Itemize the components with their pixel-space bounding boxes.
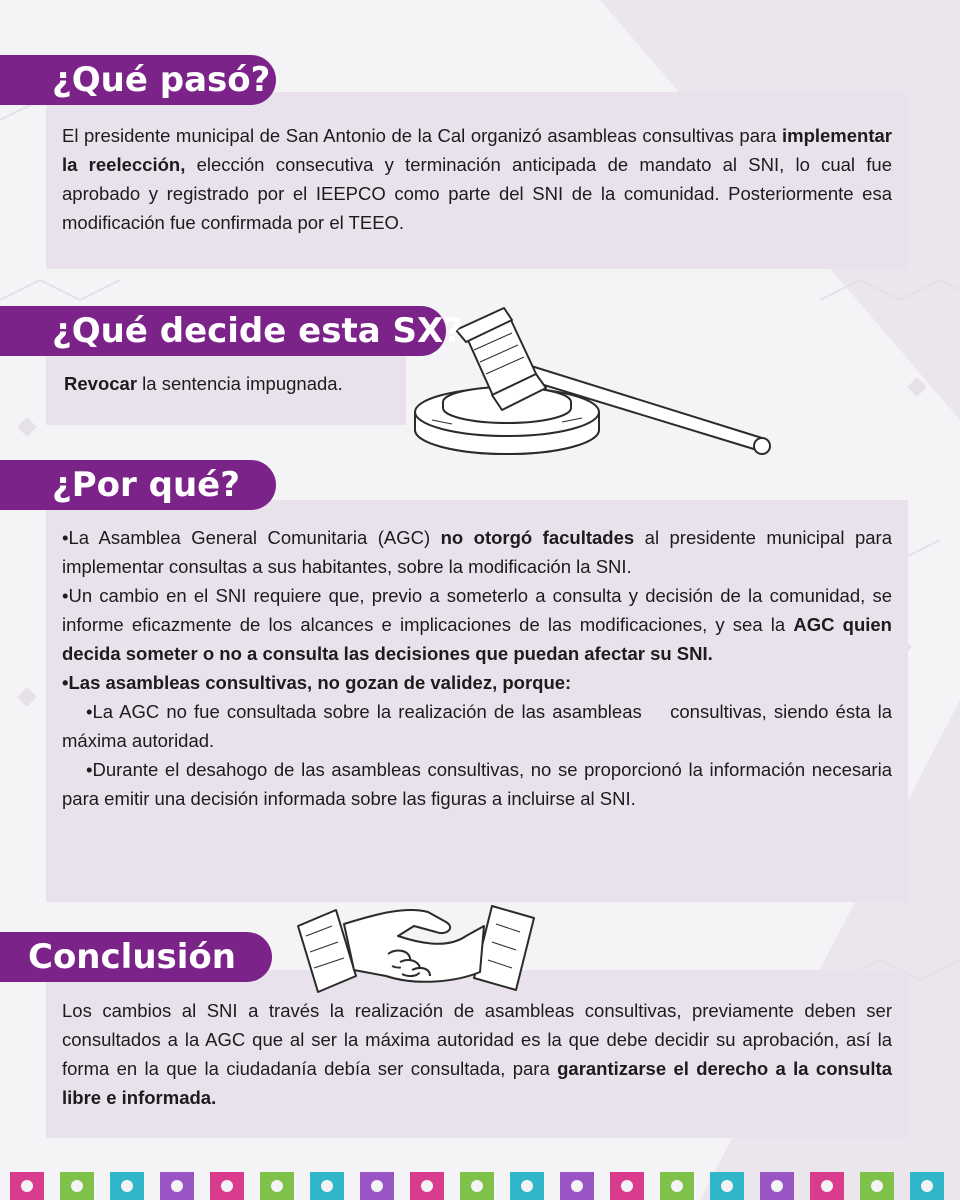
papel-picado-cutout	[621, 1180, 633, 1192]
que-decide-text: Revocar la sentencia impugnada.	[64, 373, 343, 394]
papel-picado-cutout	[221, 1180, 233, 1192]
papel-picado-cutout	[371, 1180, 383, 1192]
reason-sub-bullet-2: •Durante el desahogo de las asambleas consultivas, no se proporcionó la información necesaria para emitir una decisión informada sobre las figuras a incluirse al SNI.	[62, 759, 892, 809]
section-title-que-decide: ¿Qué decide esta SX?	[0, 306, 446, 356]
section-title-que-paso: ¿Qué pasó?	[0, 55, 276, 105]
papel-picado-cutout	[171, 1180, 183, 1192]
papel-picado-cutout	[721, 1180, 733, 1192]
section-panel-por-que	[46, 500, 908, 902]
papel-picado-cutout	[671, 1180, 683, 1192]
papel-picado-cutout	[871, 1180, 883, 1192]
papel-picado-cutout	[921, 1180, 933, 1192]
papel-picado-cutout	[821, 1180, 833, 1192]
conclusion-paragraph: Los cambios al SNI a través la realización de asambleas consultivas, previamente deben ser consultados a la AGC que al ser la máxima autoridad es la que debe decidir su aprobación, así la forma en la que la ciudadanía debía ser consultada, para garantizarse el derecho a la consulta libre e informada.	[62, 1000, 892, 1108]
papel-picado-cutout	[321, 1180, 333, 1192]
reason-bullet-2: •Un cambio en el SNI requiere que, previo a someterlo a consulta y decisión de la comunidad, se informe eficazmente de los alcances e implicaciones de las modificaciones, y sea la AGC quien decida someter o no a consulta las decisiones que puedan afectar su SNI.	[62, 585, 892, 664]
reason-bullet-1: •La Asamblea General Comunitaria (AGC) no otorgó facultades al presidente municipal para implementar consultas a sus habitantes, sobre la modificación la SNI.	[62, 527, 893, 577]
papel-picado-cutout	[571, 1180, 583, 1192]
reason-sub-bullet-1: •La AGC no fue consultada sobre la realización de las asambleas consultivas, siendo ésta la máxima autoridad.	[62, 701, 898, 751]
handshake-icon	[296, 896, 536, 996]
section-panel-que-paso	[46, 92, 908, 269]
que-paso-paragraph: El presidente municipal de San Antonio de la Cal organizó asambleas consultivas para implementar la reelección, elección consecutiva y terminación anticipada de mandato al SNI, lo cual fue aprobado y registrado por el IEEPCO como parte del SNI de la comunidad. Posteriormente esa modificación fue confirmada por el TEEO.	[62, 125, 892, 233]
papel-picado-cutout	[771, 1180, 783, 1192]
papel-picado-cutout	[121, 1180, 133, 1192]
papel-picado-cutout	[71, 1180, 83, 1192]
papel-picado-cutout	[421, 1180, 433, 1192]
papel-picado-cutout	[21, 1180, 33, 1192]
papel-picado-cutout	[471, 1180, 483, 1192]
section-title-conclusion: Conclusión	[0, 932, 272, 982]
papel-picado-cutout	[271, 1180, 283, 1192]
reason-bullet-3: •Las asambleas consultivas, no gozan de validez, porque:	[62, 672, 572, 693]
papel-picado-cutout	[521, 1180, 533, 1192]
gavel-icon	[412, 300, 777, 465]
section-title-por-que: ¿Por qué?	[0, 460, 276, 510]
papel-picado-icon	[0, 1168, 960, 1200]
